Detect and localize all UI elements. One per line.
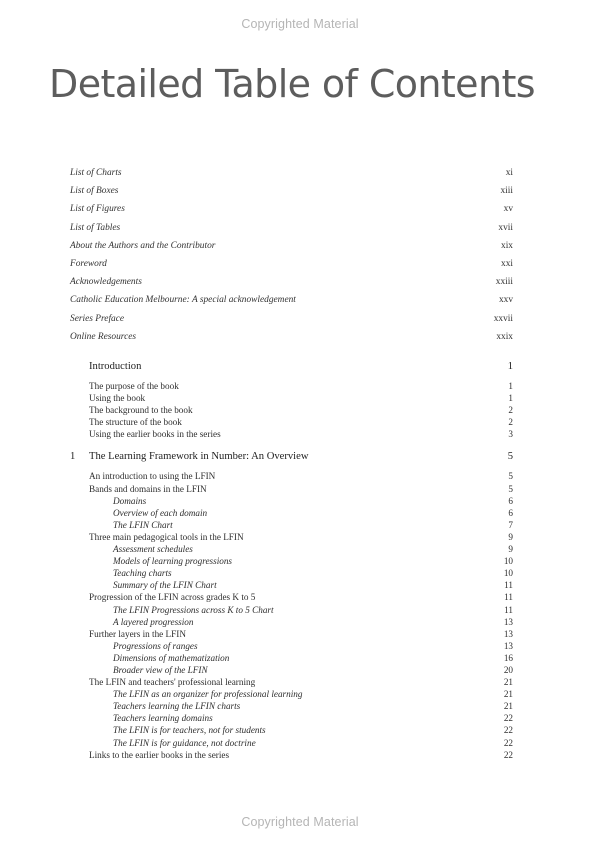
chapter-section xyxy=(70,451,513,760)
entry-label: Using the earlier books in the series xyxy=(89,429,221,440)
toc-section-item[interactable] xyxy=(70,470,513,482)
copyright-watermark-top: Copyrighted Material xyxy=(241,17,359,31)
toc-section-item[interactable] xyxy=(70,749,513,761)
page-number: 13 xyxy=(503,628,513,639)
front-matter-item[interactable] xyxy=(70,295,513,313)
page-number: 21 xyxy=(503,701,513,712)
page-number: 21 xyxy=(503,677,513,688)
toc-section-item[interactable] xyxy=(70,392,513,404)
toc-subsection-item[interactable] xyxy=(70,495,513,507)
entry-label: Teaching charts xyxy=(113,568,172,579)
page-number: 22 xyxy=(503,749,513,760)
chapter-number: 1 xyxy=(70,451,76,463)
toc-subsection-item[interactable] xyxy=(70,688,513,700)
page-number: xix xyxy=(501,240,513,251)
page-number: 11 xyxy=(504,580,513,591)
page-number: xi xyxy=(505,168,513,178)
page-number: 16 xyxy=(503,652,513,663)
toc-subsection-item[interactable] xyxy=(70,519,513,531)
front-matter-item[interactable] xyxy=(70,277,513,295)
front-matter-item[interactable] xyxy=(70,168,513,186)
page-number: xv xyxy=(503,204,513,215)
toc-section-item[interactable] xyxy=(70,428,513,440)
toc-section-item[interactable] xyxy=(70,628,513,640)
entry-label: The purpose of the book xyxy=(89,381,179,391)
page-number: 6 xyxy=(508,507,513,518)
toc-subsection-item[interactable] xyxy=(70,567,513,579)
page-number: 13 xyxy=(503,616,513,627)
page-number: xiii xyxy=(500,186,513,197)
page-number: 10 xyxy=(503,556,513,567)
page-number: 5 xyxy=(508,483,513,494)
entry-label: The LFIN is for guidance, not doctrine xyxy=(113,737,256,748)
page-number: 2 xyxy=(508,405,513,416)
toc-subsection-item[interactable] xyxy=(70,652,513,664)
entry-label: The structure of the book xyxy=(89,417,182,428)
entry-label: Teachers learning domains xyxy=(113,713,213,724)
page-number: xxv xyxy=(498,295,513,306)
chapter-title: The Learning Framework in Number: An Overview xyxy=(89,451,309,463)
chapter-heading[interactable] xyxy=(70,451,513,465)
toc-section-item[interactable] xyxy=(70,483,513,495)
page-number: 22 xyxy=(503,725,513,736)
page-number: 1 xyxy=(507,361,513,372)
page-number: 5 xyxy=(507,451,513,463)
entry-label: The LFIN and teachers' professional learning xyxy=(89,677,256,688)
toc-subsection-item[interactable] xyxy=(70,543,513,555)
entry-label: An introduction to using the LFIN xyxy=(89,471,216,482)
front-matter-item[interactable] xyxy=(70,186,513,204)
entry-label: Progression of the LFIN across grades K to 5 xyxy=(89,592,256,603)
page-number: xvii xyxy=(498,222,513,233)
entry-label: Overview of each domain xyxy=(113,507,208,518)
page-number: xxvii xyxy=(493,313,513,324)
entry-label: Domains xyxy=(113,495,147,506)
toc-section-item[interactable] xyxy=(70,380,513,392)
toc-subsection-item[interactable] xyxy=(70,700,513,712)
toc-subsection-item[interactable] xyxy=(70,640,513,652)
front-matter-item[interactable] xyxy=(70,223,513,241)
front-matter-label: List of Figures xyxy=(70,204,125,215)
entry-label: Bands and domains in the LFIN xyxy=(89,483,207,494)
page-number: 3 xyxy=(508,429,513,440)
entry-label: The LFIN as an organizer for professional learning xyxy=(113,689,303,700)
page-number: 11 xyxy=(504,604,513,615)
page-number: 2 xyxy=(508,417,513,428)
page-number: 21 xyxy=(503,689,513,700)
page-number: xxi xyxy=(501,258,513,269)
page-number: 1 xyxy=(508,381,513,391)
toc-subsection-item[interactable] xyxy=(70,724,513,736)
toc-subsection-item[interactable] xyxy=(70,604,513,616)
entry-label: Broader view of the LFIN xyxy=(113,664,208,675)
front-matter-label: Series Preface xyxy=(70,313,125,324)
toc-subsection-item[interactable] xyxy=(70,737,513,749)
front-matter-item[interactable] xyxy=(70,314,513,332)
page-number: 5 xyxy=(508,471,513,482)
toc-subsection-item[interactable] xyxy=(70,579,513,591)
entry-label: Dimensions of mathematization xyxy=(113,652,230,663)
page-number: 7 xyxy=(508,519,513,530)
front-matter-label: List of Boxes xyxy=(70,186,119,197)
toc-section-item[interactable] xyxy=(70,676,513,688)
page-number: xxix xyxy=(496,331,513,342)
entry-label: The LFIN Progressions across K to 5 Chart xyxy=(113,604,274,615)
chapter-list xyxy=(70,361,513,772)
page-number: 9 xyxy=(508,544,513,555)
copyright-watermark-bottom: Copyrighted Material xyxy=(241,815,359,829)
toc-subsection-item[interactable] xyxy=(70,664,513,676)
front-matter-item[interactable] xyxy=(70,204,513,222)
entry-label: Teachers learning the LFIN charts xyxy=(113,701,241,712)
toc-subsection-item[interactable] xyxy=(70,616,513,628)
front-matter-label: Acknowledgements xyxy=(70,277,142,288)
page-number: 22 xyxy=(503,713,513,724)
page-number: 11 xyxy=(504,592,513,603)
chapter-heading[interactable] xyxy=(70,361,513,375)
page-number: 10 xyxy=(503,568,513,579)
entry-label: Assessment schedules xyxy=(113,544,193,555)
entry-label: Progressions of ranges xyxy=(113,640,198,651)
entry-label: Models of learning progressions xyxy=(113,556,233,567)
page-number: 6 xyxy=(508,495,513,506)
toc-subsection-item[interactable] xyxy=(70,712,513,724)
toc-section-item[interactable] xyxy=(70,591,513,603)
front-matter-label: About the Authors and the Contributor xyxy=(70,240,216,251)
page-number: 13 xyxy=(503,640,513,651)
entry-label: The LFIN is for teachers, not for students xyxy=(113,725,266,736)
front-matter-label: Catholic Education Melbourne: A special acknowledgement xyxy=(70,295,296,306)
entry-label: The LFIN Chart xyxy=(113,519,173,530)
toc-subsection-item[interactable] xyxy=(70,507,513,519)
page-number: 1 xyxy=(508,393,513,404)
front-matter-item[interactable] xyxy=(70,259,513,277)
front-matter-label: List of Tables xyxy=(70,222,121,233)
front-matter-list xyxy=(70,168,513,350)
entry-label: Further layers in the LFIN xyxy=(89,628,186,639)
entry-label: Three main pedagogical tools in the LFIN xyxy=(89,531,244,542)
front-matter-item[interactable] xyxy=(70,332,513,350)
chapter-section xyxy=(70,361,513,440)
page-number: 22 xyxy=(503,737,513,748)
front-matter-label: Online Resources xyxy=(70,331,137,342)
chapter-title: Introduction xyxy=(89,361,142,372)
entry-label: The background to the book xyxy=(89,405,193,416)
page-number: xxiii xyxy=(495,277,513,288)
toc-section-item[interactable] xyxy=(70,404,513,416)
front-matter-item[interactable] xyxy=(70,241,513,259)
front-matter-label: Foreword xyxy=(70,258,107,269)
entry-label: Links to the earlier books in the series xyxy=(89,749,230,760)
front-matter-label: List of Charts xyxy=(70,168,122,178)
entry-label: Summary of the LFIN Chart xyxy=(113,580,217,591)
page-number: 20 xyxy=(503,664,513,675)
toc-section-item[interactable] xyxy=(70,531,513,543)
page-number: 9 xyxy=(508,531,513,542)
page-title: Detailed Table of Contents xyxy=(49,62,535,106)
toc-subsection-item[interactable] xyxy=(70,555,513,567)
entry-label: A layered progression xyxy=(113,616,194,627)
entry-label: Using the book xyxy=(89,393,146,404)
toc-section-item[interactable] xyxy=(70,416,513,428)
